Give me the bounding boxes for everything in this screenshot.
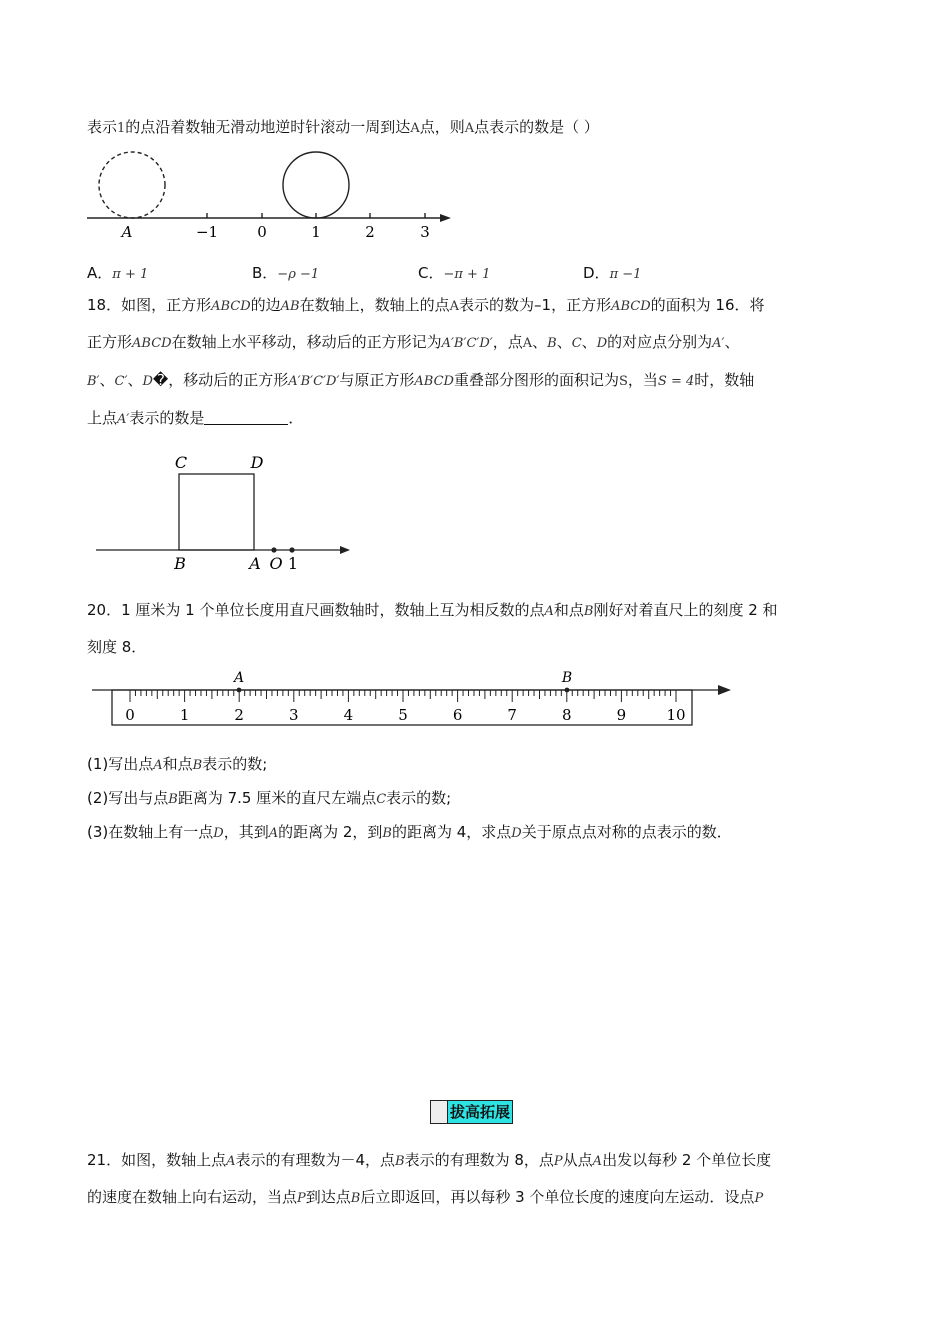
q18-line-3: B′、C′、D�，移动后的正方形A′B′C′D′与原正方形ABCD重叠部分图形的面积记为S，当S = 4时，数轴 [87, 371, 755, 389]
svg-text:O: O [269, 554, 283, 573]
label-a: A [233, 670, 245, 686]
point-a [237, 688, 242, 693]
ruler-number: 9 [616, 706, 627, 724]
svg-text:C: C [174, 453, 188, 472]
point-b [565, 688, 570, 693]
q20-part-1: (1)写出点A和点B表示的数; [87, 755, 268, 773]
svg-text:A: A [249, 554, 261, 573]
ruler-number: 10 [666, 706, 686, 724]
q17-figure [85, 148, 455, 248]
ruler-number: 7 [507, 706, 517, 724]
section-box [431, 1101, 448, 1123]
q18-line-1: 18．如图，正方形ABCD的边AB在数轴上，数轴上的点A表示的数为–1，正方形ABCD的面积为 16．将 [87, 296, 765, 314]
solid-circle [283, 152, 349, 218]
ruler-number: 1 [179, 706, 190, 724]
ruler-number: 5 [398, 706, 408, 724]
q20-part-2: (2)写出与点B距离为 7.5 厘米的直尺左端点C表示的数; [87, 789, 452, 807]
svg-text:1: 1 [287, 554, 299, 573]
label-A: A [121, 223, 133, 241]
tick-label: 0 [257, 223, 267, 241]
section-heading [430, 1100, 513, 1124]
square-abcd [179, 474, 254, 550]
ruler-number: 3 [289, 706, 299, 724]
q18-line-2: 正方形ABCD在数轴上水平移动，移动后的正方形记为A′B′C′D′，点A、B、C、D的对应点分别为A′、 [87, 333, 740, 351]
tick-label: 1 [311, 223, 321, 241]
option-b[interactable]: B．−ρ −1 [252, 264, 320, 282]
q21-line-2: 的速度在数轴上向右运动，当点P到达点B后立即返回，再以每秒 3 个单位长度的速度向左运动．设点P [87, 1188, 764, 1206]
arrow-icon [718, 685, 731, 695]
q17-stem: 表示1的点沿着数轴无滑动地逆时针滚动一周到达A点，则A点表示的数是（ ） [87, 118, 599, 136]
q21-line-1: 21．如图，数轴上点A表示的有理数为－4，点B表示的有理数为 8，点P从点A出发以每秒 2 个单位长度 [87, 1151, 772, 1169]
option-a[interactable]: A．π + 1 [87, 264, 149, 282]
section-title: 拔高拓展 [450, 1103, 511, 1121]
ruler-number: 4 [343, 706, 354, 724]
svg-text:B: B [174, 554, 186, 573]
tick-label: 2 [365, 223, 375, 241]
svg-text:D: D [250, 453, 264, 472]
option-c[interactable]: C．−π + 1 [418, 264, 491, 282]
q18-figure [94, 450, 356, 575]
tick-label: 3 [420, 223, 430, 241]
point-one [289, 547, 294, 552]
q20-part-3: (3)在数轴上有一点D，其到A的距离为 2，到B的距离为 4，求点D关于原点点对称的点表示的数． [87, 823, 732, 841]
answer-blank[interactable] [204, 410, 288, 425]
ruler-number: 0 [125, 706, 135, 724]
q20-ruler-figure [90, 668, 735, 730]
ruler-number: 6 [452, 706, 463, 724]
point-o [271, 547, 276, 552]
q20-line-1: 20．1 厘米为 1 个单位长度用直尺画数轴时，数轴上互为相反数的点A和点B刚好对着直尺上的刻度 2 和 [87, 601, 778, 619]
q20-line-2: 刻度 8． [87, 638, 147, 656]
ruler-number: 2 [234, 706, 244, 724]
q18-line-4: 上点A′表示的数是 ． [87, 409, 304, 427]
label-b: B [561, 670, 573, 686]
arrow-icon [440, 214, 451, 222]
option-d[interactable]: D．π −1 [583, 264, 642, 282]
arrow-icon [340, 546, 350, 554]
tick-label: −1 [195, 223, 219, 241]
dashed-circle [99, 152, 165, 218]
ruler-number: 8 [562, 706, 572, 724]
